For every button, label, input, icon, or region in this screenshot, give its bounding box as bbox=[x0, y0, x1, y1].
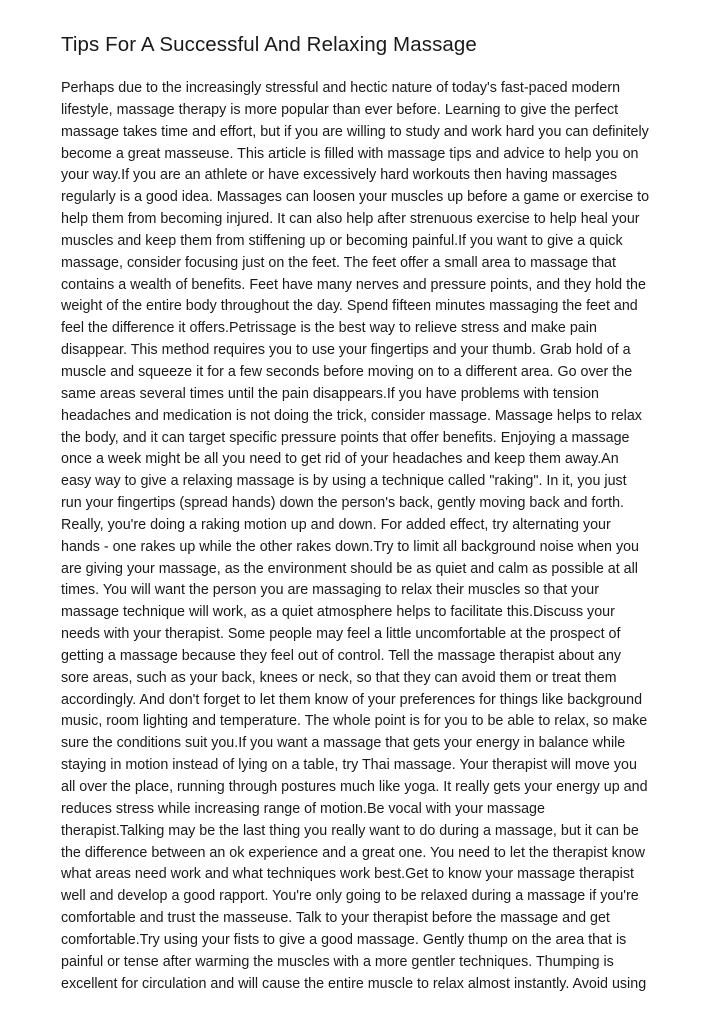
article-line: your way.If you are an athlete or have excessively hard workouts then having massages bbox=[61, 167, 618, 184]
article-line: regularly is a good idea. Massages can loosen your muscles up before a game or exercise to bbox=[61, 189, 650, 206]
article-line: reduces stress while increasing range of motion.Be vocal with your massage bbox=[61, 800, 545, 817]
article-line: all over the place, running through postures much like yoga. It really gets your energy up and bbox=[61, 779, 648, 795]
article-line: comfortable.Try using your fists to give a good massage. Gently thump on the area that is bbox=[61, 931, 627, 948]
article-line: well and develop a good rapport. You're only going to be relaxed during a massage if you're bbox=[61, 888, 639, 905]
article-line: the body, and it can target specific pressure points that offer benefits. Enjoying a massage bbox=[61, 429, 630, 446]
article-line: what areas need work and what techniques work best.Get to know your massage therapist bbox=[61, 866, 634, 883]
article-line: headaches and medication is not doing the trick, consider massage. Massage helps to relax bbox=[61, 407, 642, 424]
article-line: easy way to give a relaxing massage is by using a technique called "raking". In it, you just bbox=[61, 473, 627, 490]
article-line: once a week might be all you need to get rid of your headaches and keep them away.An bbox=[61, 451, 619, 468]
article-line: painful or tense after warming the muscles with a more gentler techniques. Thumping is bbox=[61, 953, 614, 970]
article-line: muscles and keep them from stiffening up or becoming painful.If you want to give a quick bbox=[61, 232, 623, 249]
article-line: contains a wealth of benefits. Feet have many nerves and pressure points, and they hold the bbox=[61, 276, 646, 293]
article-line: are giving your massage, as the environment should be as quiet and calm as possible at all bbox=[61, 560, 638, 577]
article-line: weight of the entire body throughout the day. Spend fifteen minutes massaging the feet and bbox=[61, 298, 638, 315]
article-line: accordingly. And don't forget to let them know of your preferences for things like background bbox=[61, 691, 643, 708]
article-line: feel the difference it offers.Petrissage is the best way to relieve stress and make pain bbox=[61, 320, 597, 337]
article-line: comfortable and trust the masseuse. Talk to your therapist before the massage and get bbox=[61, 910, 610, 927]
article-line: lifestyle, massage therapy is more popular than ever before. Learning to give the perfect bbox=[61, 101, 619, 118]
article-line: Really, you're doing a raking motion up and down. For added effect, try alternating your bbox=[61, 516, 611, 533]
article-line: sure the conditions suit you.If you want a massage that gets your energy in balance while bbox=[61, 735, 626, 752]
article-line: muscle and squeeze it for a few seconds before moving on to a different area. Go over the bbox=[61, 363, 633, 380]
article-body bbox=[61, 78, 649, 995]
article-line: excellent for circulation and will cause the entire muscle to relax almost instantly. Avoid using bbox=[61, 975, 647, 992]
article-line: times. You will want the person you are massaging to relax their muscles so that your bbox=[61, 582, 599, 599]
page-title: Tips For A Successful And Relaxing Massage bbox=[61, 33, 477, 56]
article-line: needs with your therapist. Some people may feel a little uncomfortable at the prospect of bbox=[61, 626, 621, 643]
article-line: the difference between an ok experience and a great one. You need to let the therapist know bbox=[61, 844, 645, 861]
article-line: run your fingertips (spread hands) down the person's back, gently moving back and forth. bbox=[61, 495, 625, 512]
article-line: disappear. This method requires you to use your fingertips and your thumb. Grab hold of a bbox=[61, 342, 631, 359]
article-line: massage technique will work, as a quiet atmosphere helps to facilitate this.Discuss your bbox=[61, 604, 615, 621]
article-line: music, room lighting and temperature. The whole point is for you to be able to relax, so make bbox=[61, 713, 648, 730]
article-line: become a great masseuse. This article is filled with massage tips and advice to help you on bbox=[61, 145, 639, 162]
article-line: Perhaps due to the increasingly stressful and hectic nature of today's fast-paced modern bbox=[61, 80, 621, 96]
article-line: staying in motion instead of lying on a table, try Thai massage. Your therapist will move you bbox=[61, 757, 637, 774]
article-line: hands - one rakes up while the other rakes down.Try to limit all background noise when you bbox=[61, 538, 640, 555]
article-line: massage takes time and effort, but if you are willing to study and work hard you can definitely bbox=[61, 123, 649, 140]
article-line: sore areas, such as your back, knees or neck, so that they can avoid them or treat them bbox=[61, 669, 617, 686]
article-line: massage, consider focusing just on the feet. The feet offer a small area to massage that bbox=[61, 254, 616, 271]
article-line: same areas several times until the pain disappears.If you have problems with tension bbox=[61, 385, 600, 402]
article-line: therapist.Talking may be the last thing you really want to do during a massage, but it can be bbox=[61, 822, 639, 839]
article-line: help them from becoming injured. It can also help after strenuous exercise to help heal your bbox=[61, 211, 640, 228]
article-line: getting a massage because they feel out of control. Tell the massage therapist about any bbox=[61, 647, 622, 664]
